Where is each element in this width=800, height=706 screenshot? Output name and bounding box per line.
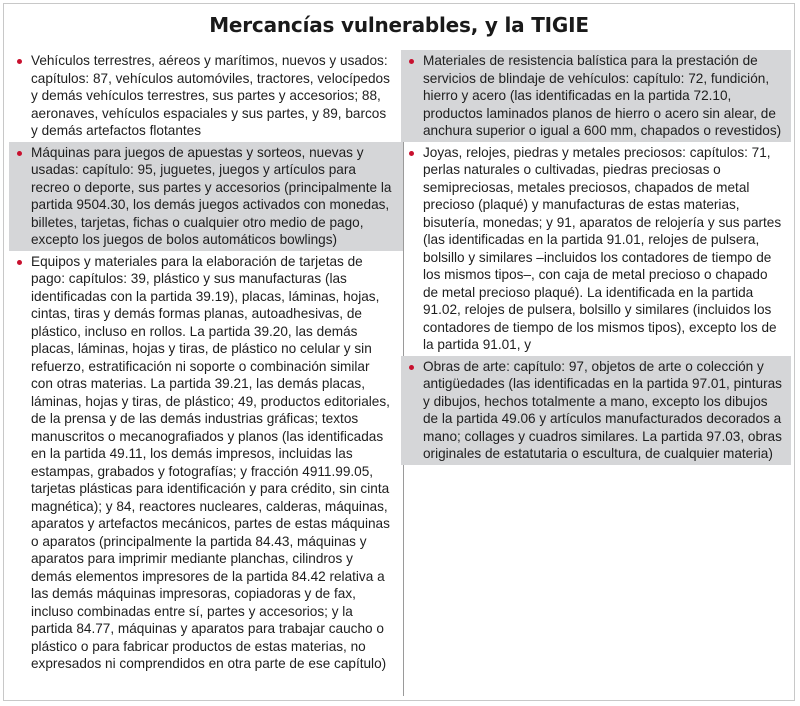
document-frame: [3, 3, 795, 701]
list-item-tarjetas-pago: [9, 251, 403, 675]
left-column: [9, 50, 404, 696]
right-column: [401, 50, 791, 465]
list-item-obras-arte: [401, 356, 791, 465]
list-item-maquinas-juegos: [9, 142, 403, 251]
list-item-text: Máquinas para juegos de apuestas y sorteos, nuevas y usadas: capítulo: 95, juguetes, juegos y artículos para recreo o deporte, sus partes y accesorios (principalmente la partida 9504.30, los demás juegos activados con monedas, billetes, tarjetas, fichas o cualquier otro medio de pago, excepto los juegos de bolos automáticos bowlings): [31, 144, 392, 247]
bullet-icon: [409, 365, 414, 370]
list-item-blindaje: [401, 50, 791, 142]
list-item-text: Vehículos terrestres, aéreos y marítimos, nuevos y usados: capítulos: 87, vehículos automóviles, tractores, velocípedos y demás vehículos terrestres, sus partes y accesorios; 88, aeronaves, vehículos espaciales y sus partes, y 89, barcos y demás artefactos flotantes: [31, 53, 390, 138]
bullet-icon: [17, 151, 22, 156]
list-item-vehiculos: [9, 50, 403, 142]
bullet-icon: [409, 59, 414, 64]
bullet-icon: [17, 59, 22, 64]
list-item-text: Joyas, relojes, piedras y metales preciosos: capítulos: 71, perlas naturales o cultivadas, piedras preciosas o semipreciosas, metales preciosos, chapados de metal precioso (plaqué) y manufacturas de estas materias, bisutería, monedas; y 91, aparatos de relojería y sus partes (las identificadas en la partida 91.01, relojes de pulsera, bolsillo y similares –incluidos los contadores de tiempo de los mismos tipos–, con caja de metal precioso o chapado de metal precioso plaqué). La identificada en la partida 91.02, relojes de pulsera, bolsillo y similares (incluidos los contadores de tiempo de los mismos tipos), excepto los de la partida 91.01, y: [423, 144, 782, 352]
bullet-icon: [409, 151, 414, 156]
list-item-text: Obras de arte: capítulo: 97, objetos de arte o colección y antigüedades (las identificadas en la partida 97.01, pinturas y dibujos, hechos totalmente a mano, excepto los dibujos de la partida 49.06 y artículos manufacturados decorados a mano; collages y cuadros similares. La partida 97.03, obras originales de estatutaria o escultura, de cualquier materia): [423, 358, 782, 461]
list-item-text: Materiales de resistencia balística para la prestación de servicios de blindaje de vehículos: capítulo: 72, fundición, hierro y acero (las identificadas en la partida 72.10, productos laminados planos de hierro o acero sin alear, de anchura superior o igual a 600 mm, chapados o revestidos): [423, 53, 782, 138]
page-title: Mercancías vulnerables, y la TIGIE: [209, 13, 589, 37]
list-item-joyas-relojes: [401, 142, 791, 356]
list-item-text: Equipos y materiales para la elaboración de tarjetas de pago: capítulos: 39, plástico y sus manufacturas (las identificadas con la partida 39.19), placas, láminas, hojas, cintas, tiras y demás formas planas, autoadhesivas, de plástico, incluso en rollos. La partida 39.20, las demás placas, láminas, hojas y tiras, de plástico no celular y sin refuerzo, estratificación ni soporte o combinación similar con otras materias. La partida 39.21, las demás placas, láminas, hojas y tiras, de plástico; 49, productos editoriales, de la prensa y de las demás industrias gráficas; textos manuscritos o mecanografiados y planos (las identificadas en la partida 49.11, los demás impresos, incluidas las estampas, grabados y fotografías; y fracción 4911.99.05, tarjetas plásticas para identificación y para crédito, sin cinta magnética); y 84, reactores nucleares, calderas, máquinas, aparatos y artefactos mecánicos, partes de estas máquinas o aparatos (principalmente la partida 84.43, máquinas y aparatos para imprimir mediante planchas, cilindros y demás elementos impresores de la partida 84.42 relativa a las demás máquinas impresoras, copiadoras y de fax, incluso combinadas entre sí, partes y accesorios; y la partida 84.77, máquinas y aparatos para trabajar caucho o plástico o para fabricar productos de estas materias, no expresados ni comprendidos en otra parte de ese capítulo): [31, 253, 390, 671]
bullet-icon: [17, 260, 22, 265]
